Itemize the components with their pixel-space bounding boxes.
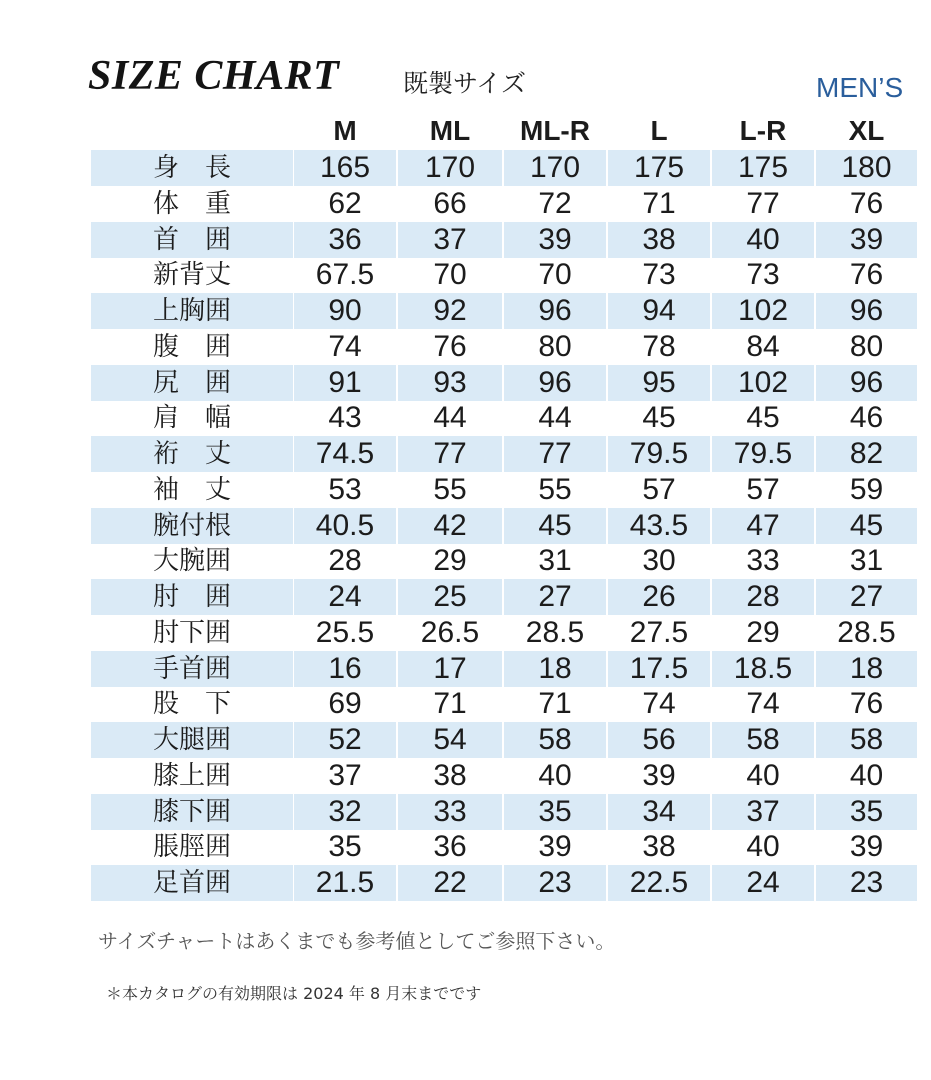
measurement-value: 175 xyxy=(712,150,814,186)
measurement-value: 76 xyxy=(849,258,884,291)
measurement-label: 大腕囲 xyxy=(152,546,231,576)
measurement-value: 31 xyxy=(849,544,884,577)
measurement-value: 27 xyxy=(816,579,917,615)
size-chart-subtitle: 既製サイズ xyxy=(403,69,527,98)
measurement-value: 73 xyxy=(746,258,780,291)
measurement-value: 36 xyxy=(433,830,467,863)
measurement-value: 70 xyxy=(538,258,572,291)
measurement-value: 18.5 xyxy=(712,651,814,687)
size-header-row xyxy=(0,113,931,149)
measurement-value: 43.5 xyxy=(608,508,710,544)
table-row xyxy=(0,579,931,615)
measurement-value: 92 xyxy=(398,293,502,329)
measurement-label: 肘下囲 xyxy=(152,618,231,648)
measurement-value: 39 xyxy=(538,830,572,863)
measurement-value: 52 xyxy=(294,722,396,758)
measurement-label: 脹脛囲 xyxy=(152,832,231,862)
measurement-value: 30 xyxy=(642,544,676,577)
measurement-value: 58 xyxy=(504,722,606,758)
measurement-label: 腹 囲 xyxy=(152,332,231,362)
measurement-value: 28 xyxy=(328,544,362,577)
measurement-value: 70 xyxy=(433,258,467,291)
measurement-value: 23 xyxy=(504,865,606,901)
measurement-value: 74 xyxy=(328,330,362,363)
measurement-value: 90 xyxy=(294,293,396,329)
measurement-label: 股 下 xyxy=(152,689,231,719)
table-row xyxy=(0,150,931,186)
measurement-value: 45 xyxy=(504,508,606,544)
measurement-value: 43 xyxy=(328,401,362,434)
measurement-value: 45 xyxy=(816,508,917,544)
table-row xyxy=(0,329,931,365)
measurement-value: 28.5 xyxy=(525,616,585,649)
table-row xyxy=(0,508,931,544)
table-row xyxy=(0,293,931,329)
measurement-value: 28 xyxy=(712,579,814,615)
measurement-value: 71 xyxy=(642,187,676,220)
measurement-value: 28.5 xyxy=(837,616,896,649)
measurement-value: 37 xyxy=(328,759,362,792)
measurement-value: 44 xyxy=(433,401,467,434)
measurement-value: 96 xyxy=(504,365,606,401)
measurement-label: 大腿囲 xyxy=(91,722,293,758)
measurement-value: 45 xyxy=(642,401,676,434)
measurement-value: 55 xyxy=(433,473,467,506)
measurement-value: 17.5 xyxy=(608,651,710,687)
measurement-value: 93 xyxy=(398,365,502,401)
size-column-header: ML-R xyxy=(520,115,590,146)
measurement-value: 96 xyxy=(504,293,606,329)
measurement-value: 46 xyxy=(849,401,884,434)
measurement-value: 24 xyxy=(294,579,396,615)
measurement-value: 170 xyxy=(398,150,502,186)
measurement-value: 57 xyxy=(642,473,676,506)
table-row xyxy=(0,615,931,651)
measurement-value: 77 xyxy=(398,436,502,472)
measurement-value: 76 xyxy=(433,330,467,363)
validity-note: ＊本カタログの有効期限は 2024 年 8 月末までです xyxy=(106,984,482,1003)
measurement-value: 94 xyxy=(608,293,710,329)
measurement-value: 17 xyxy=(398,651,502,687)
measurement-value: 96 xyxy=(816,365,917,401)
table-row xyxy=(0,222,931,258)
measurement-value: 27 xyxy=(504,579,606,615)
measurement-value: 71 xyxy=(538,687,572,720)
size-column-header: ML xyxy=(429,115,471,146)
measurement-value: 91 xyxy=(294,365,396,401)
measurement-label: 足首囲 xyxy=(91,865,293,901)
measurement-value: 18 xyxy=(816,651,917,687)
measurement-label: 尻 囲 xyxy=(91,365,293,401)
measurement-value: 39 xyxy=(849,830,884,863)
table-row xyxy=(0,365,931,401)
measurement-value: 58 xyxy=(816,722,917,758)
measurement-value: 16 xyxy=(294,651,396,687)
measurement-value: 34 xyxy=(608,794,710,830)
table-row xyxy=(0,543,931,579)
measurement-value: 170 xyxy=(504,150,606,186)
table-row xyxy=(0,722,931,758)
measurement-value: 56 xyxy=(608,722,710,758)
table-row xyxy=(0,186,931,222)
measurement-value: 73 xyxy=(642,258,676,291)
measurement-value: 53 xyxy=(328,473,362,506)
measurement-value: 33 xyxy=(746,544,780,577)
measurement-value: 165 xyxy=(294,150,396,186)
table-row xyxy=(0,472,931,508)
measurement-value: 79.5 xyxy=(608,436,710,472)
measurement-value: 22 xyxy=(398,865,502,901)
measurement-value: 102 xyxy=(712,365,814,401)
measurement-value: 31 xyxy=(538,544,572,577)
measurement-label: 膝上囲 xyxy=(152,761,231,791)
measurement-value: 76 xyxy=(849,687,884,720)
measurement-value: 71 xyxy=(433,687,467,720)
measurement-value: 74 xyxy=(746,687,780,720)
measurement-value: 40 xyxy=(712,222,814,258)
measurement-value: 67.5 xyxy=(315,258,375,291)
measurement-value: 55 xyxy=(538,473,572,506)
measurement-value: 21.5 xyxy=(294,865,396,901)
measurement-value: 32 xyxy=(294,794,396,830)
category-label: MEN’S xyxy=(816,72,904,103)
size-column-header: L xyxy=(650,115,668,146)
measurement-value: 74.5 xyxy=(294,436,396,472)
measurement-value: 175 xyxy=(608,150,710,186)
measurement-value: 77 xyxy=(746,187,780,220)
measurement-value: 62 xyxy=(328,187,362,220)
measurement-value: 38 xyxy=(642,830,676,863)
measurement-value: 22.5 xyxy=(608,865,710,901)
measurement-value: 35 xyxy=(328,830,362,863)
measurement-value: 42 xyxy=(398,508,502,544)
measurement-value: 80 xyxy=(538,330,572,363)
measurement-value: 29 xyxy=(433,544,467,577)
measurement-value: 79.5 xyxy=(712,436,814,472)
measurement-value: 27.5 xyxy=(629,616,689,649)
measurement-value: 58 xyxy=(712,722,814,758)
measurement-value: 57 xyxy=(746,473,780,506)
measurement-value: 24 xyxy=(712,865,814,901)
measurement-value: 38 xyxy=(608,222,710,258)
table-row xyxy=(0,651,931,687)
table-row xyxy=(0,865,931,901)
measurement-value: 40 xyxy=(849,759,884,792)
measurement-value: 54 xyxy=(398,722,502,758)
measurement-label: 身 長 xyxy=(91,150,293,186)
measurement-value: 76 xyxy=(849,187,884,220)
measurement-value: 72 xyxy=(538,187,572,220)
table-row xyxy=(0,758,931,794)
table-row xyxy=(0,794,931,830)
measurement-value: 74 xyxy=(642,687,676,720)
measurement-value: 96 xyxy=(816,293,917,329)
measurement-label: 体 重 xyxy=(152,189,231,219)
measurement-value: 40 xyxy=(538,759,572,792)
measurement-value: 78 xyxy=(642,330,676,363)
measurement-value: 40 xyxy=(746,759,780,792)
measurement-value: 26 xyxy=(608,579,710,615)
measurement-value: 40.5 xyxy=(294,508,396,544)
size-column-header: M xyxy=(333,115,357,146)
table-row xyxy=(0,436,931,472)
table-row xyxy=(0,686,931,722)
measurement-label: 首 囲 xyxy=(91,222,293,258)
measurement-value: 36 xyxy=(294,222,396,258)
size-column-header: L-R xyxy=(739,115,787,146)
measurement-value: 47 xyxy=(712,508,814,544)
measurement-label: 裄 丈 xyxy=(91,436,293,472)
size-chart-title: SIZE CHART xyxy=(88,53,340,99)
measurement-value: 26.5 xyxy=(420,616,480,649)
measurement-label: 袖 丈 xyxy=(152,475,231,505)
measurement-value: 35 xyxy=(504,794,606,830)
measurement-value: 45 xyxy=(746,401,780,434)
size-column-header: XL xyxy=(848,115,885,146)
measurement-value: 33 xyxy=(398,794,502,830)
measurement-value: 23 xyxy=(816,865,917,901)
measurement-label: 上胸囲 xyxy=(91,293,293,329)
measurement-value: 102 xyxy=(712,293,814,329)
measurement-value: 37 xyxy=(712,794,814,830)
measurement-value: 80 xyxy=(849,330,884,363)
measurement-value: 37 xyxy=(398,222,502,258)
measurement-value: 39 xyxy=(504,222,606,258)
table-row xyxy=(0,400,931,436)
reference-note: サイズチャートはあくまでも参考値としてご参照下さい。 xyxy=(98,929,616,953)
measurement-label: 新背丈 xyxy=(152,260,231,290)
measurement-value: 59 xyxy=(849,473,884,506)
measurement-label: 手首囲 xyxy=(91,651,293,687)
table-row xyxy=(0,257,931,293)
measurement-value: 35 xyxy=(816,794,917,830)
measurement-value: 25 xyxy=(398,579,502,615)
measurement-value: 69 xyxy=(328,687,362,720)
measurement-value: 180 xyxy=(816,150,917,186)
measurement-value: 95 xyxy=(608,365,710,401)
measurement-value: 82 xyxy=(816,436,917,472)
measurement-value: 38 xyxy=(433,759,467,792)
measurement-value: 29 xyxy=(746,616,780,649)
measurement-value: 18 xyxy=(504,651,606,687)
measurement-value: 66 xyxy=(433,187,467,220)
measurement-label: 腕付根 xyxy=(91,508,293,544)
measurement-value: 77 xyxy=(504,436,606,472)
measurement-value: 44 xyxy=(538,401,572,434)
measurement-value: 39 xyxy=(642,759,676,792)
measurement-label: 膝下囲 xyxy=(91,794,293,830)
measurement-value: 25.5 xyxy=(315,616,375,649)
measurement-value: 39 xyxy=(816,222,917,258)
measurement-value: 40 xyxy=(746,830,780,863)
measurement-label: 肩 幅 xyxy=(152,403,231,433)
measurement-label: 肘 囲 xyxy=(91,579,293,615)
table-row xyxy=(0,829,931,865)
measurement-value: 84 xyxy=(746,330,780,363)
